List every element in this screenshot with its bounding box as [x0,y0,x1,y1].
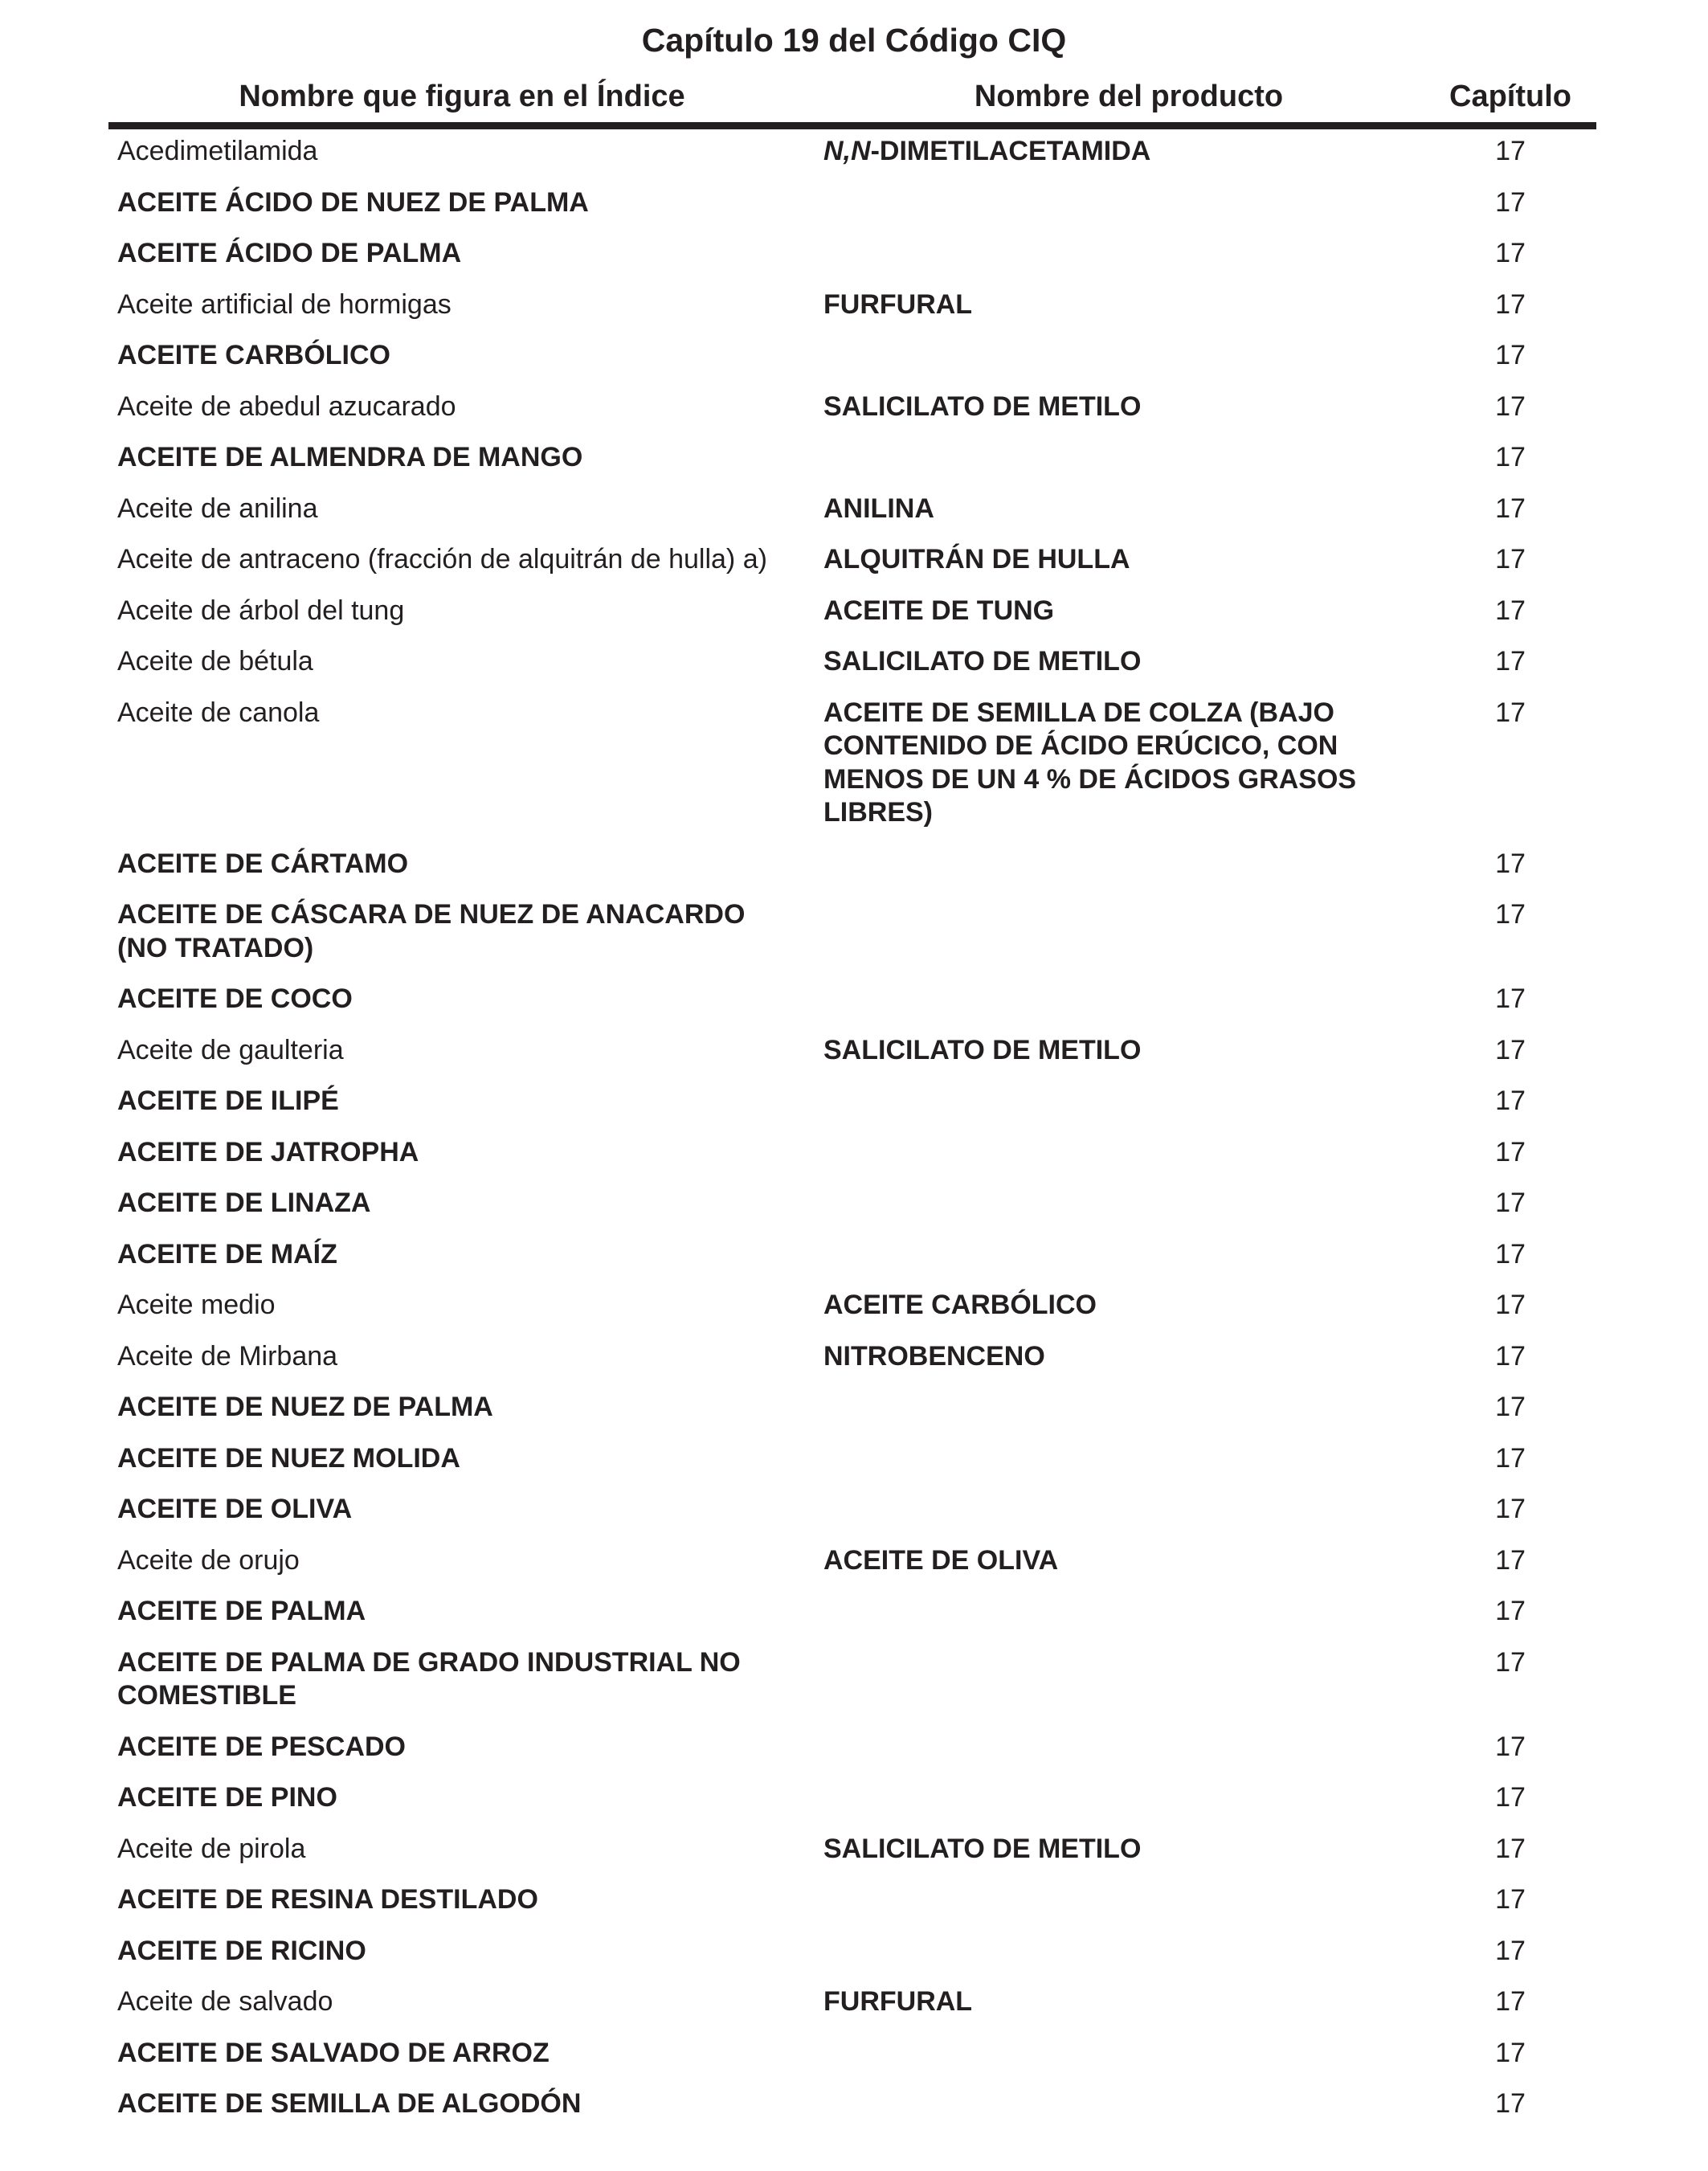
product-name-text: SALICILATO DE METILO [823,1833,1142,1864]
header-chapter: Capítulo [1449,80,1571,113]
index-name-cell: Aceite artificial de hormigas [117,288,452,320]
index-name-cell: ACEITE DE COCO [117,983,353,1014]
product-name-text: ACEITE CARBÓLICO [823,1290,1097,1320]
chapter-cell: 17 [1495,136,1526,166]
table-row [0,1391,1708,1442]
product-name-text: ANILINA [823,493,934,524]
chapter-cell: 17 [1495,238,1526,268]
chapter-cell: 17 [1495,1290,1526,1320]
table-row [0,1883,1708,1935]
index-name-cell: ACEITE DE SEMILLA DE ALGODÓN [117,2088,582,2119]
product-name-cell [823,1340,1430,1374]
index-name-cell: ACEITE DE CÁSCARA DE NUEZ DE ANACARDO (NO TRATADO) [117,899,746,963]
table-row [0,493,1708,544]
index-name-cell: Aceite de anilina [117,493,318,524]
index-name-cell: ACEITE ÁCIDO DE PALMA [117,238,462,268]
table-row [0,645,1708,697]
index-name-cell: ACEITE DE CÁRTAMO [117,848,409,879]
column-headers [0,74,1708,119]
product-name-cell [823,288,1430,322]
table-row [0,1935,1708,1986]
product-name-cell [823,697,1430,830]
index-name-cell: ACEITE ÁCIDO DE NUEZ DE PALMA [117,186,589,218]
table-row [0,390,1708,442]
table-row [0,1646,1708,1731]
index-name-cell: ACEITE DE SALVADO DE ARROZ [117,2037,550,2068]
table-row [0,237,1708,288]
table-row [0,848,1708,899]
chapter-cell: 17 [1495,848,1526,879]
product-name-cell [823,1833,1430,1866]
index-name-cell: Aceite de salvado [117,1986,333,2017]
table-row [0,1136,1708,1188]
table-row [0,697,1708,848]
chapter-cell: 17 [1495,697,1526,728]
chapter-cell: 17 [1495,1238,1526,1269]
chapter-cell: 17 [1495,1833,1526,1864]
table-row [0,1238,1708,1290]
chapter-cell: 17 [1495,983,1526,1014]
index-name-cell: Acedimetilamida [117,136,318,166]
header-product-name: Nombre del producto [974,80,1284,113]
index-name-cell: Aceite medio [117,1290,276,1320]
chapter-cell: 17 [1495,2088,1526,2119]
table-row [0,1340,1708,1392]
product-name-text: ACEITE DE TUNG [823,595,1055,626]
product-name-cell [823,1034,1430,1068]
chapter-cell: 17 [1495,1731,1526,1762]
table-row [0,186,1708,238]
table-row [0,2037,1708,2088]
index-name-cell: ACEITE DE PALMA [117,1596,366,1626]
chapter-cell: 17 [1495,1340,1526,1372]
product-name-cell [823,493,1430,526]
chapter-cell: 17 [1495,442,1526,472]
product-name-text: FURFURAL [823,288,973,320]
table-row [0,595,1708,646]
product-name-cell [823,1985,1430,2019]
table-row [0,898,1708,983]
index-name-cell: ACEITE CARBÓLICO [117,340,390,370]
chapter-cell: 17 [1495,1188,1526,1218]
index-name-cell: Aceite de abedul azucarado [117,390,456,422]
product-name-text: NITROBENCENO [823,1340,1045,1372]
table-row [0,1289,1708,1340]
chapter-cell: 17 [1495,544,1526,574]
table-row [0,1442,1708,1494]
chapter-cell: 17 [1495,1494,1526,1524]
index-name-cell: ACEITE DE RICINO [117,1935,366,1966]
page-title: Capítulo 19 del Código CIQ [641,22,1067,59]
table-row [0,1187,1708,1238]
chapter-cell: 17 [1495,1986,1526,2017]
chapter-cell: 17 [1495,1596,1526,1626]
product-name-text: SALICILATO DE METILO [823,390,1142,422]
table-row [0,1034,1708,1086]
product-name-text: SALICILATO DE METILO [823,1034,1142,1065]
chapter-cell: 17 [1495,646,1526,677]
index-name-cell: ACEITE DE ALMENDRA DE MANGO [117,442,583,472]
chapter-cell: 17 [1495,595,1526,626]
header-divider [108,122,1596,129]
table-row [0,1731,1708,1782]
table-row [0,135,1708,186]
product-name-cell [823,390,1430,424]
chapter-cell: 17 [1495,2037,1526,2068]
chapter-cell: 17 [1495,493,1526,524]
product-name-cell [823,1289,1430,1323]
index-name-cell: Aceite de canola [117,697,320,728]
product-name-text: SALICILATO DE METILO [823,646,1142,677]
chapter-cell: 17 [1495,390,1526,422]
index-name-cell: ACEITE DE JATROPHA [117,1136,419,1167]
index-name-cell: ACEITE DE ILIPÉ [117,1086,339,1116]
chapter-cell: 17 [1495,1034,1526,1065]
index-name-cell: ACEITE DE PALMA DE GRADO INDUSTRIAL NO COMESTIBLE [117,1646,741,1711]
header-index-name: Nombre que figura en el Índice [239,80,685,113]
table-row [0,2087,1708,2139]
chapter-cell: 17 [1495,1935,1526,1966]
index-name-cell: Aceite de orujo [117,1544,300,1576]
product-name-cell [823,645,1430,679]
table-row [0,543,1708,595]
index-name-cell: ACEITE DE MAÍZ [117,1238,337,1269]
chapter-cell: 17 [1495,1136,1526,1167]
chapter-cell: 17 [1495,1544,1526,1576]
chapter-cell: 17 [1495,1782,1526,1813]
table-row [0,1985,1708,2037]
index-name-cell: Aceite de gaulteria [117,1034,344,1065]
table-row [0,983,1708,1034]
table-row [0,1544,1708,1596]
product-name-text: FURFURAL [823,1986,973,2017]
chapter-cell: 17 [1495,1392,1526,1422]
index-name-cell: Aceite de Mirbana [117,1340,338,1372]
table-row [0,1493,1708,1544]
table-row [0,441,1708,493]
index-name-cell: ACEITE DE NUEZ DE PALMA [117,1392,493,1422]
product-name-text: ACEITE DE OLIVA [823,1544,1059,1576]
product-name-text: -DIMETILACETAMIDA [870,136,1151,166]
product-name-cell [823,543,1430,577]
chapter-cell: 17 [1495,340,1526,370]
product-name-text: ACEITE DE SEMILLA DE COLZA (BAJO CONTENIDO DE ÁCIDO ERÚCICO, CON MENOS DE UN 4 % DE ÁCIDOS GRASOS LIBRES) [823,697,1357,828]
index-name-cell: ACEITE DE PINO [117,1782,337,1813]
index-name-cell: ACEITE DE OLIVA [117,1494,353,1524]
index-name-cell: ACEITE DE RESINA DESTILADO [117,1884,538,1915]
table-row [0,288,1708,340]
chapter-cell: 17 [1495,899,1526,930]
product-name-text: ALQUITRÁN DE HULLA [823,544,1130,574]
chapter-cell: 17 [1495,288,1526,320]
table-row [0,1595,1708,1646]
index-name-cell: Aceite de antraceno (fracción de alquitrán de hulla) a) [117,544,767,574]
chapter-cell: 17 [1495,1646,1526,1678]
chapter-cell: 17 [1495,1442,1526,1474]
index-name-cell: Aceite de árbol del tung [117,595,405,626]
chapter-cell: 17 [1495,186,1526,218]
index-name-cell: Aceite de pirola [117,1833,306,1864]
index-name-cell: ACEITE DE LINAZA [117,1188,371,1218]
index-name-cell: ACEITE DE NUEZ MOLIDA [117,1442,460,1474]
table-row [0,339,1708,390]
table-row [0,1781,1708,1833]
index-name-cell: ACEITE DE PESCADO [117,1731,406,1762]
table-row [0,1085,1708,1136]
table-row [0,1833,1708,1884]
table-body [0,135,1708,2139]
product-name-cell [823,1544,1430,1578]
chapter-cell: 17 [1495,1884,1526,1915]
product-name-cell [823,135,1430,169]
chapter-cell: 17 [1495,1086,1526,1116]
index-name-cell: Aceite de bétula [117,646,313,677]
product-name-cell [823,595,1430,628]
product-name-italic-prefix: N,N [823,136,871,166]
